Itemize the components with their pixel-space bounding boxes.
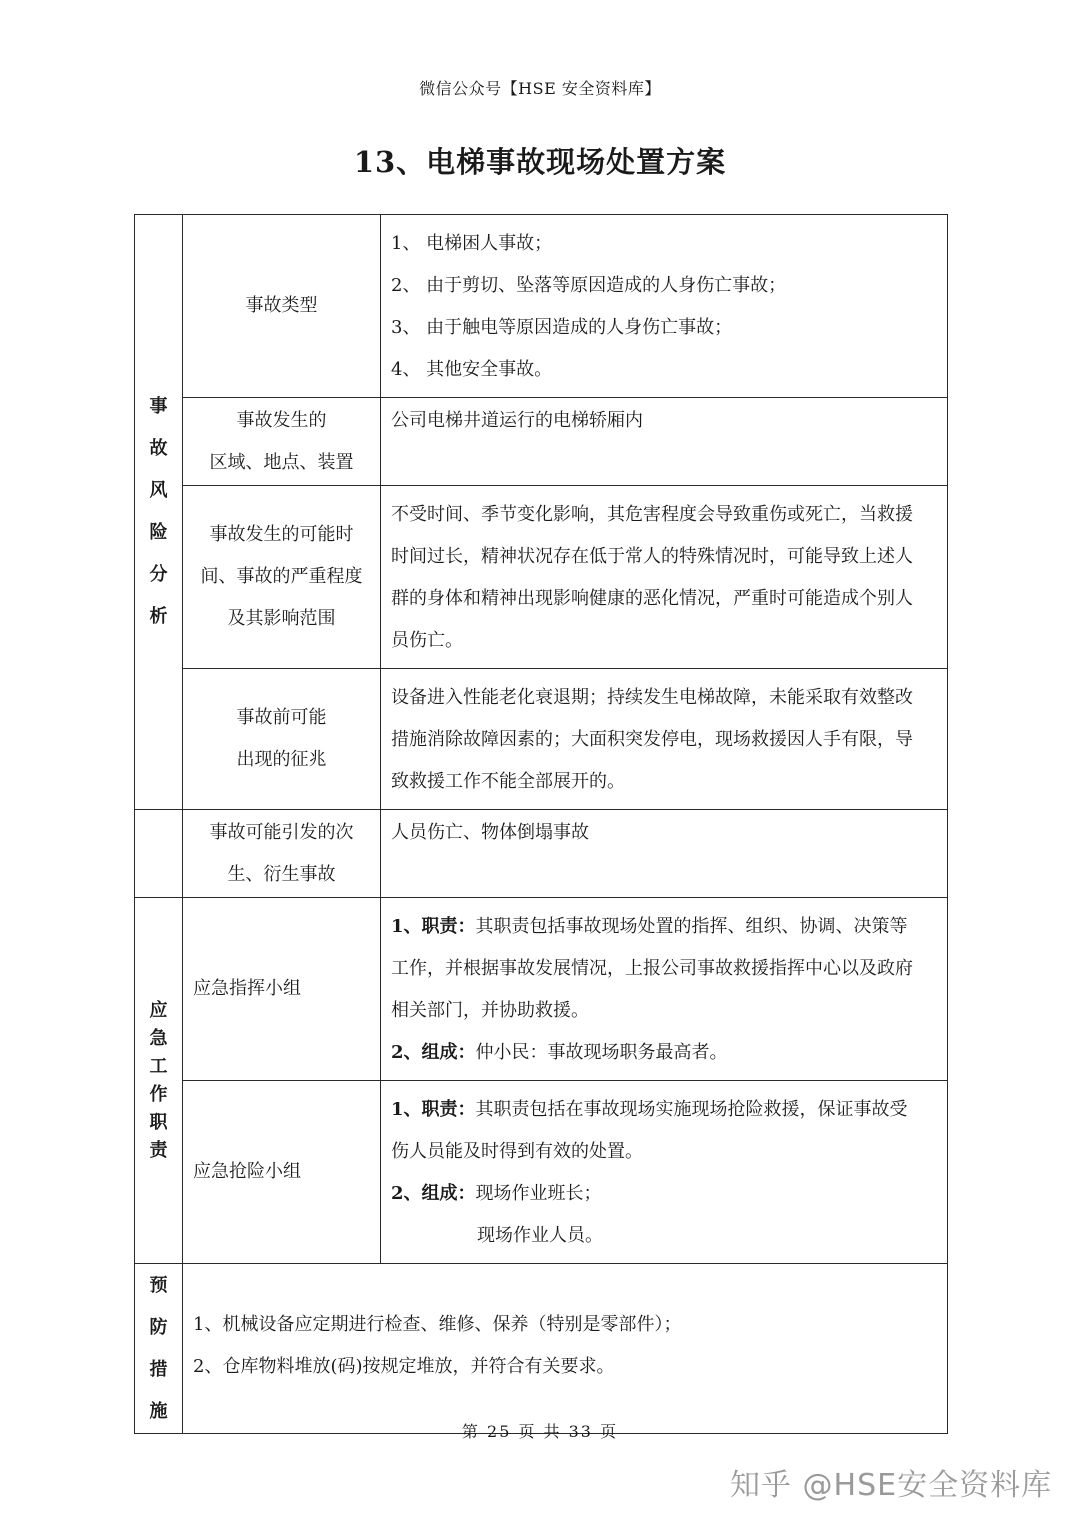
content-time-severity: [381, 486, 948, 669]
row-rescue-group: [135, 1081, 948, 1264]
text-line: 伤人员能及时得到有效的处置。: [391, 1141, 643, 1162]
composition-title: 2、组成：: [391, 1042, 476, 1063]
section-char: 析: [149, 606, 168, 627]
text-line: 工作，并根据事故发展情况，上报公司事故救援指挥中心以及政府: [391, 958, 913, 979]
section-char: 施: [149, 1400, 168, 1422]
list-item: 4、 其他安全事故。: [391, 359, 553, 380]
text-line: 措施消除故障因素的；大面积突发停电，现场救援因人手有限，导: [391, 729, 913, 750]
label-line: 事故前可能: [236, 707, 327, 728]
plan-table: [134, 214, 948, 1434]
row-command-group: [135, 898, 948, 1081]
row-location: [135, 398, 948, 486]
empty-section-cell: [135, 810, 183, 898]
content-rescue-group: [381, 1081, 948, 1264]
row-prevention: [135, 1264, 948, 1434]
content-secondary: 人员伤亡、物体倒塌事故: [381, 810, 948, 898]
list-item: 1、机械设备应定期进行检查、维修、保养（特别是零部件）；: [193, 1314, 682, 1335]
section-char: 预: [149, 1274, 168, 1296]
label-line: 区域、地点、装置: [209, 451, 354, 473]
page-footer: 第 25 页 共 33 页: [461, 1422, 619, 1441]
row-time-severity: [135, 486, 948, 669]
text-line: [391, 906, 939, 948]
section-char: 险: [149, 522, 168, 543]
content-location: 公司电梯井道运行的电梯轿厢内: [381, 398, 948, 486]
text-line: [391, 1032, 939, 1074]
section-risk-analysis: [135, 215, 183, 810]
label-line: 事故发生的可能时: [209, 524, 354, 545]
section-char: 分: [149, 564, 168, 585]
watermark: 知乎 @HSE安全资料库: [730, 1468, 1053, 1503]
composition-text: 仲小民：事故现场职务最高者。: [475, 1042, 728, 1063]
content-accident-type: [381, 215, 948, 398]
content-signs: [381, 669, 948, 810]
section-prevention: [135, 1264, 183, 1434]
list-item: 2、 由于剪切、坠落等原因造成的人身伤亡事故；: [391, 275, 787, 296]
duty-title: 1、职责：: [391, 916, 476, 937]
text-line: 相关部门，并协助救援。: [391, 1000, 589, 1021]
row-signs: [135, 669, 948, 810]
section-char: 故: [149, 438, 168, 459]
section-char: 职: [149, 1111, 168, 1133]
text-line: [391, 1089, 939, 1131]
label-time-severity: [183, 486, 381, 669]
text-line: 设备进入性能老化衰退期；持续发生电梯故障，未能采取有效整改: [391, 687, 913, 708]
section-emergency-duties: [135, 898, 183, 1264]
text-line: 不受时间、季节变化影响，其危害程度会导致重伤或死亡，当救援: [391, 504, 913, 525]
list-item: 3、 由于触电等原因造成的人身伤亡事故；: [391, 317, 733, 338]
section-char: 事: [149, 396, 168, 417]
label-line: 间、事故的严重程度: [200, 566, 363, 587]
text-line: 现场作业人员。: [477, 1225, 603, 1246]
text-line: 群的身体和精神出现影响健康的恶化情况，严重时可能造成个别人: [391, 588, 913, 609]
section-char: 措: [149, 1358, 168, 1380]
section-char: 责: [149, 1139, 168, 1161]
section-char: 应: [149, 999, 168, 1021]
label-secondary: [183, 810, 381, 898]
content-command-group: [381, 898, 948, 1081]
row-secondary: [135, 810, 948, 898]
duty-title: 1、职责：: [391, 1099, 476, 1120]
section-char: 工: [149, 1055, 168, 1077]
section-char: 急: [149, 1027, 168, 1049]
label-line: 生、衍生事故: [227, 863, 336, 885]
label-line: 及其影响范围: [227, 608, 336, 629]
text-line: 员伤亡。: [391, 630, 463, 651]
text-line: [391, 1173, 939, 1215]
row-accident-type: [135, 215, 948, 398]
label-accident-type: 事故类型: [183, 215, 381, 398]
text-line: 致救援工作不能全部展开的。: [391, 771, 625, 792]
text-line: 时间过长，精神状况存在低于常人的特殊情况时，可能导致上述人: [391, 546, 913, 567]
duty-text: 其职责包括在事故现场实施现场抢险救援，保证事故受: [475, 1099, 908, 1120]
document-title: 13、电梯事故现场处置方案: [353, 145, 727, 179]
composition-text: 现场作业班长；: [475, 1183, 602, 1204]
section-char: 作: [149, 1083, 168, 1105]
label-rescue-group: 应急抢险小组: [183, 1081, 381, 1264]
label-command-group: 应急指挥小组: [183, 898, 381, 1081]
label-line: 出现的征兆: [236, 749, 327, 770]
list-item: 1、 电梯困人事故；: [391, 233, 553, 254]
label-line: 事故发生的: [236, 409, 327, 431]
label-line: 事故可能引发的次: [209, 821, 354, 843]
label-location: [183, 398, 381, 486]
duty-text: 其职责包括事故现场处置的指挥、组织、协调、决策等: [475, 916, 908, 937]
list-item: 2、仓库物料堆放(码)按规定堆放，并符合有关要求。: [193, 1356, 615, 1377]
content-prevention: [183, 1264, 948, 1434]
composition-title: 2、组成：: [391, 1183, 476, 1204]
label-signs: [183, 669, 381, 810]
section-char: 风: [149, 480, 168, 501]
section-char: 防: [149, 1316, 168, 1338]
page-header: 微信公众号【HSE 安全资料库】: [419, 79, 661, 98]
